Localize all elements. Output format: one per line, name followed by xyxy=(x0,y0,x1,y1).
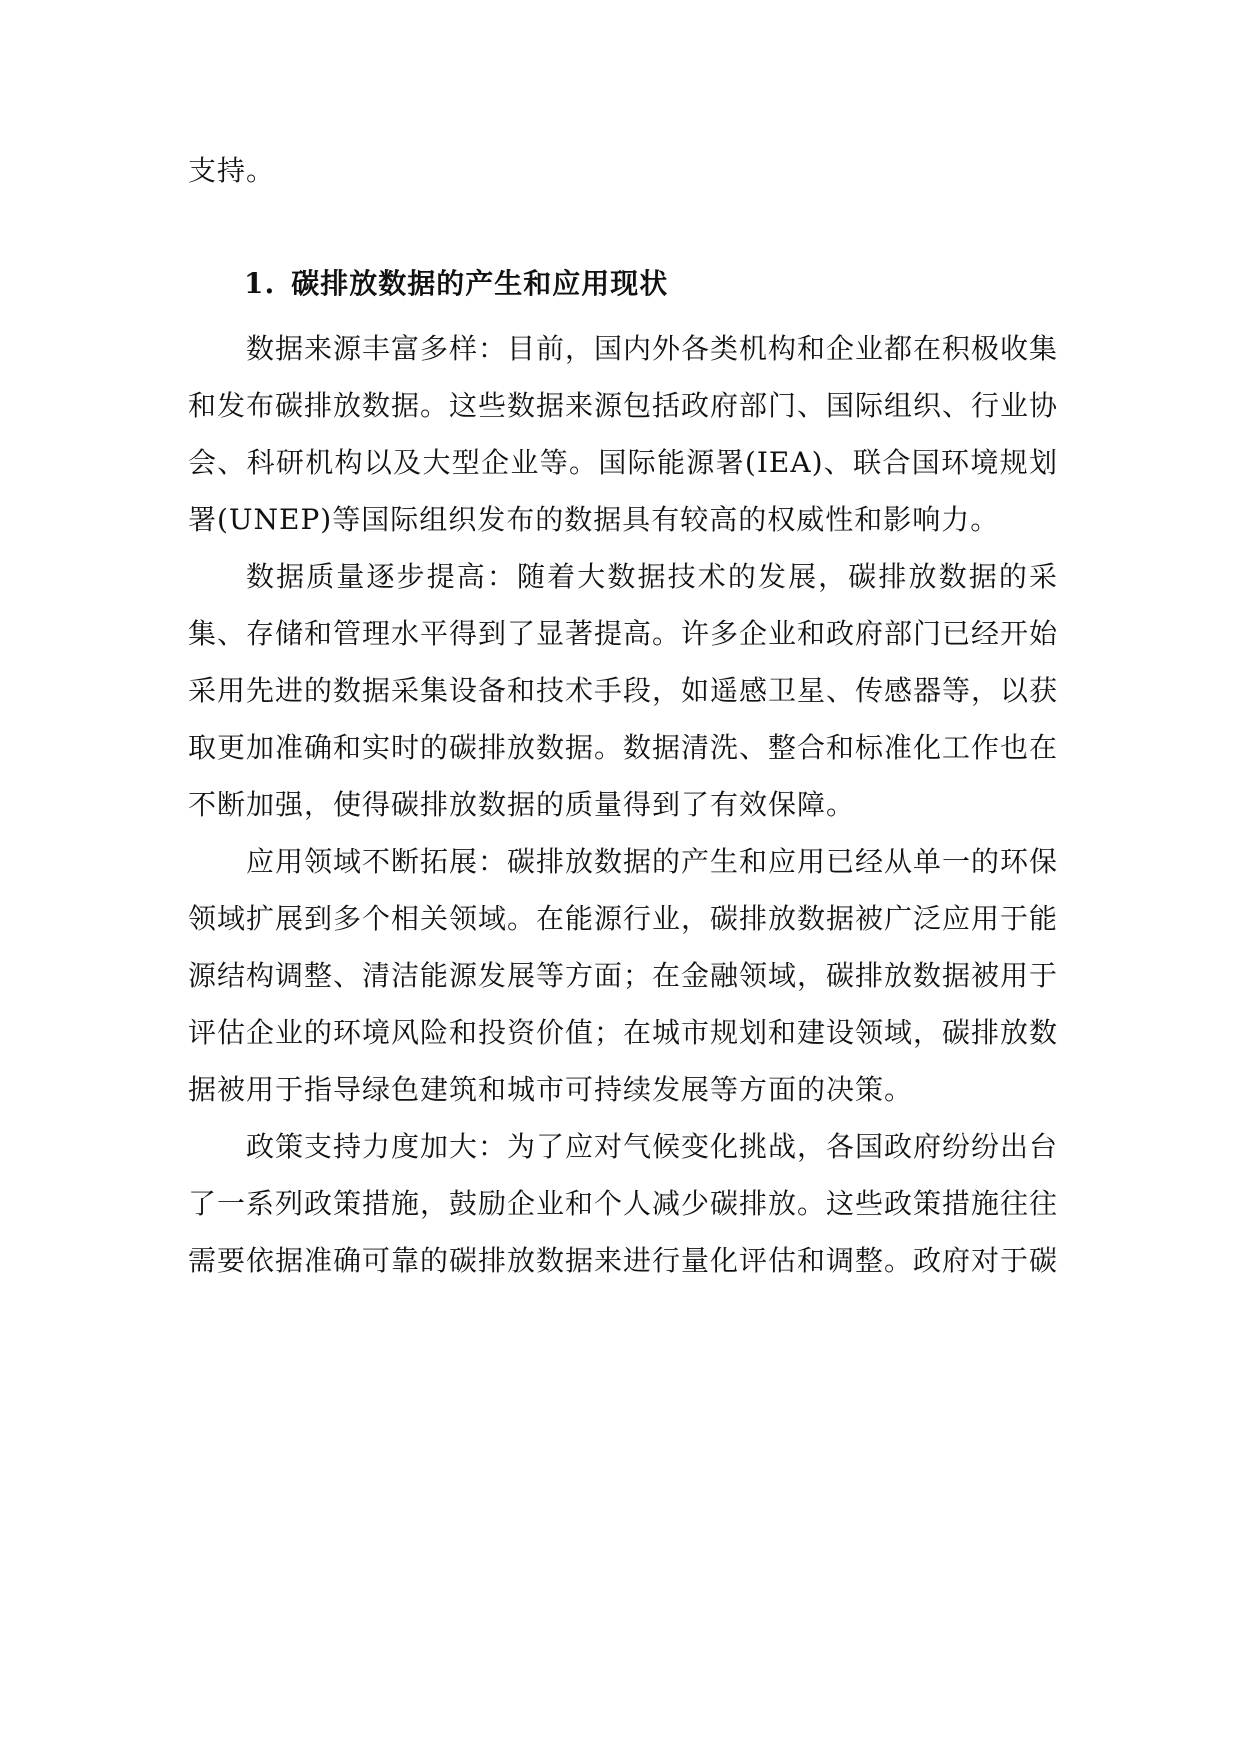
paragraph-policy-support: 政策支持力度加大：为了应对气候变化挑战，各国政府纷纷出台了一系列政策措施，鼓励企业和个人减少碳排放。这些政策措施往往需要依据准确可靠的碳排放数据来进行量化评估和调整。政府对于碳 xyxy=(188,1130,1059,1277)
paragraph-data-sources: 数据来源丰富多样：目前，国内外各类机构和企业都在积极收集和发布碳排放数据。这些数据来源包括政府部门、国际组织、行业协会、科研机构以及大型企业等。国际能源署(IEA)、联合国环境规划署(UNEP)等国际组织发布的数据具有较高的权威性和影响力。 xyxy=(188,332,1059,536)
paragraph-application-fields: 应用领域不断拓展：碳排放数据的产生和应用已经从单一的环保领域扩展到多个相关领域。在能源行业，碳排放数据被广泛应用于能源结构调整、清洁能源发展等方面；在金融领域，碳排放数据被用于评估企业的环境风险和投资价值；在城市规划和建设领域，碳排放数据被用于指导绿色建筑和城市可持续发展等方面的决策。 xyxy=(188,845,1059,1106)
section-heading xyxy=(188,255,1058,312)
document-body xyxy=(188,142,1058,1289)
section-title: 碳排放数据的产生和应用现状 xyxy=(291,267,669,300)
continued-text: 支持。 xyxy=(188,154,276,187)
section-number: 1. xyxy=(244,267,276,300)
paragraph-data-quality: 数据质量逐步提高：随着大数据技术的发展，碳排放数据的采集、存储和管理水平得到了显著提高。许多企业和政府部门已经开始采用先进的数据采集设备和技术手段，如遥感卫星、传感器等，以获取更加准确和实时的碳排放数据。数据清洗、整合和标准化工作也在不断加强，使得碳排放数据的质量得到了有效保障。 xyxy=(188,560,1059,821)
